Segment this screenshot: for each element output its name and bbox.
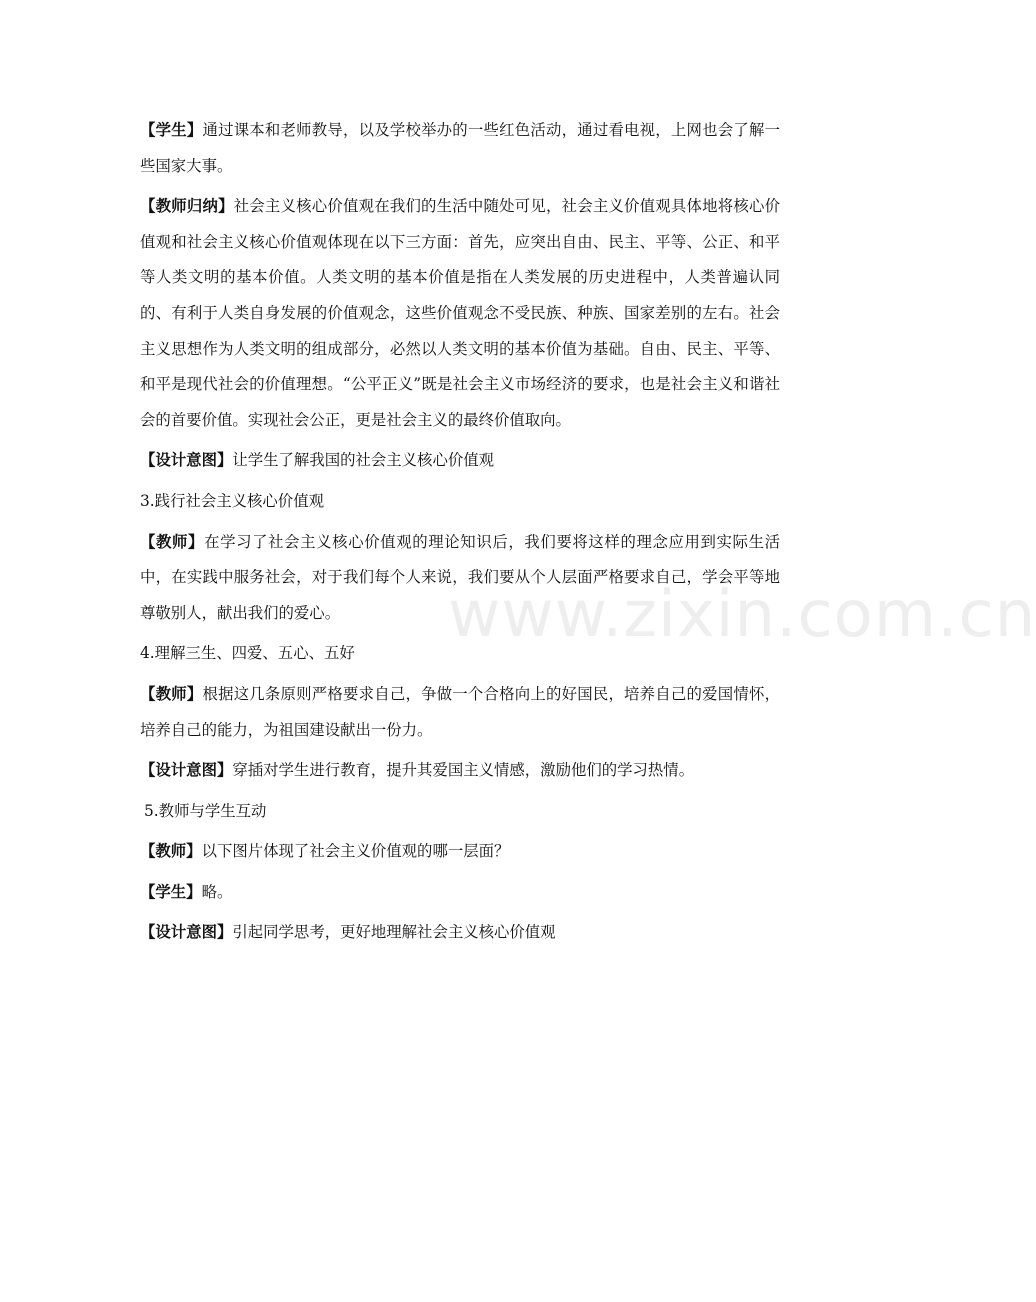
design-intent-paragraph: [140, 443, 780, 479]
paragraph-text: 以下图片体现了社会主义价值观的哪一层面？: [201, 842, 510, 861]
role-tag: 【学生】: [140, 882, 202, 901]
teacher-question-paragraph: [140, 834, 780, 870]
paragraph-text: 穿插对学生进行教育，提升其爱国主义情感，激励他们的学习热情。: [232, 761, 695, 780]
teacher-summary-paragraph: [140, 189, 780, 438]
design-intent-paragraph: [140, 915, 780, 951]
heading-text: 5.教师与学生互动: [144, 801, 267, 820]
teacher-paragraph: [140, 525, 780, 632]
paragraph-text: 在学习了社会主义核心价值观的理论知识后，我们要将这样的理念应用到实际生活中，在实践中服务社会，对于我们每个人来说，我们要从个人层面严格要求自己，学会平等地尊敬别人，献出我们的爱心。: [140, 532, 780, 622]
paragraph-text: 根据这几条原则严格要求自己，争做一个合格向上的好国民，培养自己的爱国情怀，培养自己的能力，为祖国建设献出一份力。: [140, 684, 780, 739]
role-tag: 【教师】: [140, 532, 205, 551]
section-heading-5: [140, 794, 780, 830]
role-tag: 【设计意图】: [140, 761, 233, 780]
paragraph-text: 社会主义核心价值观在我们的生活中随处可见，社会主义价值观具体地将核心价值观和社会主义核心价值观体现在以下三方面：首先，应突出自由、民主、平等、公正、和平等人类文明的基本价值。人类文明的基本价值是指在人类发展的历史进程中，人类普遍认同的、有利于人类自身发展的价值观念，这些价值观念不受民族、种族、国家差别的左右。社会主义思想作为人类文明的组成部分，必然以人类文明的基本价值为基础。自由、民主、平等、和平是现代社会的价值理想。“公平正义”既是社会主义市场经济的要求，也是社会主义和谐社会的首要价值。实现社会公正，更是社会主义的最终价值取向。: [140, 197, 780, 429]
section-heading-4: [140, 636, 780, 672]
role-tag: 【教师】: [140, 684, 203, 703]
role-tag: 【学生】: [140, 121, 203, 139]
teacher-paragraph: [140, 677, 780, 748]
role-tag: 【设计意图】: [140, 923, 233, 942]
design-intent-paragraph: [140, 753, 780, 789]
student-answer-paragraph: [140, 113, 780, 184]
document-body: [140, 113, 780, 956]
role-tag: 【设计意图】: [140, 451, 233, 470]
paragraph-text: 略。: [201, 882, 233, 901]
heading-text: 4.理解三生、四爱、五心、五好: [140, 644, 355, 663]
role-tag: 【教师归纳】: [140, 197, 234, 216]
section-heading-3: [140, 484, 780, 520]
student-answer-paragraph: [140, 875, 780, 911]
site-watermark: www.zixin.com.cn: [448, 578, 1036, 652]
paragraph-text: 让学生了解我国的社会主义核心价值观: [232, 451, 495, 470]
role-tag: 【教师】: [140, 842, 202, 861]
heading-text: 3.践行社会主义核心价值观: [140, 491, 324, 510]
paragraph-text: 引起同学思考，更好地理解社会主义核心价值观: [232, 923, 556, 942]
paragraph-text: 通过课本和老师教导，以及学校举办的一些红色活动，通过看电视，上网也会了解一些国家大事。: [140, 121, 780, 175]
